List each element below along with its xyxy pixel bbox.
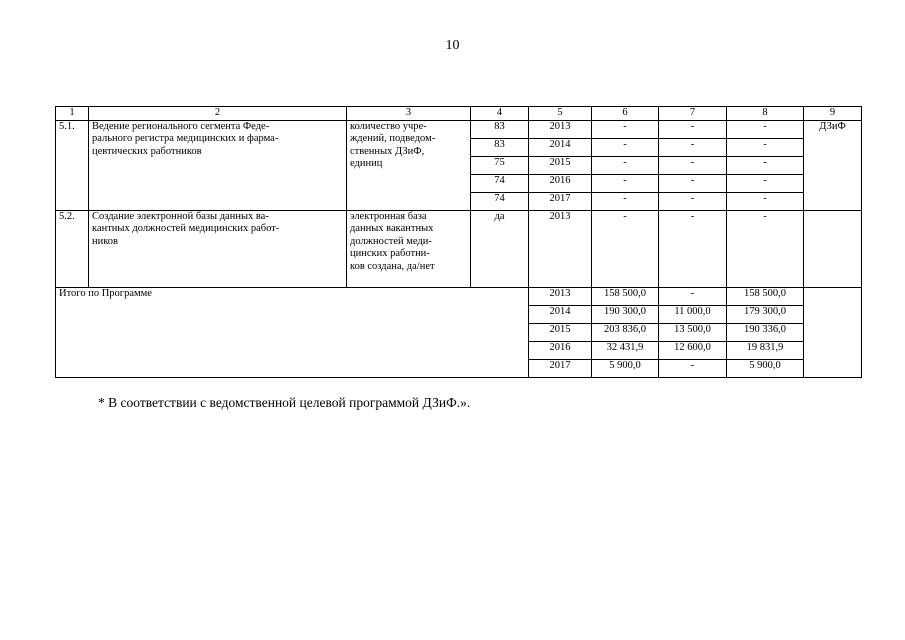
amount-cell: - [592,192,659,210]
value-cell: 83 [471,120,529,138]
amount-cell: 11 000,0 [659,305,727,323]
header-cell: 8 [727,107,804,121]
text-line: цевтических работников [92,145,202,157]
text-line: ждений, подведом- [350,133,436,144]
header-cell: 7 [659,107,727,121]
total-label: Итого по Программе [56,287,529,377]
amount-cell: 190 336,0 [727,323,804,341]
amount-cell: 12 600,0 [659,341,727,359]
amount-cell: - [659,210,727,287]
year-cell: 2016 [529,174,592,192]
indicator-cell [347,210,471,287]
text-line: электронная база [350,210,427,222]
amount-cell: - [727,138,804,156]
year-cell: 2013 [529,287,592,305]
year-cell: 2015 [529,156,592,174]
header-cell: 6 [592,107,659,121]
header-cell: 4 [471,107,529,121]
amount-cell: - [727,120,804,138]
row-number: 5.2. [56,210,89,287]
amount-cell: - [659,287,727,305]
text-line: ственных ДЗиФ, [350,145,425,157]
header-row [56,107,862,121]
year-cell: 2013 [529,120,592,138]
text-line: данных вакантных [350,223,434,234]
amount-cell: - [659,156,727,174]
header-cell: 9 [804,107,862,121]
program-table [55,106,862,378]
amount-cell: - [592,210,659,287]
amount-cell: 179 300,0 [727,305,804,323]
amount-cell: 5 900,0 [727,359,804,377]
amount-cell: - [592,120,659,138]
amount-cell: 32 431,9 [592,341,659,359]
amount-cell: - [659,120,727,138]
value-cell: 74 [471,174,529,192]
table-row [56,210,862,287]
amount-cell: - [659,138,727,156]
amount-cell: 158 500,0 [592,287,659,305]
header-cell: 1 [56,107,89,121]
text-line: должностей меди- [350,235,432,247]
amount-cell: - [659,192,727,210]
activity-cell [89,120,347,210]
footnote: * В соответствии с ведомственной целевой программой ДЗиФ.». [98,395,471,410]
amount-cell: - [592,156,659,174]
year-cell: 2015 [529,323,592,341]
amount-cell: - [659,359,727,377]
amount-cell: 190 300,0 [592,305,659,323]
header-cell: 2 [89,107,347,121]
year-cell: 2014 [529,138,592,156]
executor-cell [804,210,862,287]
text-line: единиц [350,158,383,169]
amount-cell: 203 836,0 [592,323,659,341]
executor-cell: ДЗиФ [804,120,862,210]
year-cell: 2017 [529,192,592,210]
amount-cell: - [727,156,804,174]
value-cell: 75 [471,156,529,174]
amount-cell: - [727,192,804,210]
page-number: 10 [445,38,460,53]
amount-cell: 158 500,0 [727,287,804,305]
amount-cell: - [659,174,727,192]
header-cell: 5 [529,107,592,121]
text-line: рального регистра медицинских и фарма- [92,133,279,144]
row-number: 5.1. [56,120,89,210]
total-row [56,287,862,305]
amount-cell: 19 831,9 [727,341,804,359]
text-line: цинских работни- [350,248,430,259]
table-row [56,120,862,138]
activity-cell [89,210,347,287]
text-line: кантных должностей медицинских работ- [92,223,280,234]
text-line: Ведение регионального сегмента Феде- [92,120,270,132]
amount-cell: - [727,174,804,192]
year-cell: 2013 [529,210,592,287]
year-cell: 2016 [529,341,592,359]
text-line: ков создана, да/нет [350,260,435,272]
amount-cell: - [592,138,659,156]
amount-cell: 5 900,0 [592,359,659,377]
amount-cell: - [592,174,659,192]
text-line: ников [92,235,119,247]
text-line: Создание электронной базы данных ва- [92,210,269,222]
executor-cell [804,287,862,377]
value-cell: 83 [471,138,529,156]
amount-cell: - [727,210,804,287]
amount-cell: 13 500,0 [659,323,727,341]
value-cell: да [471,210,529,287]
year-cell: 2014 [529,305,592,323]
value-cell: 74 [471,192,529,210]
header-cell: 3 [347,107,471,121]
indicator-cell [347,120,471,210]
text-line: количество учре- [350,120,427,132]
year-cell: 2017 [529,359,592,377]
